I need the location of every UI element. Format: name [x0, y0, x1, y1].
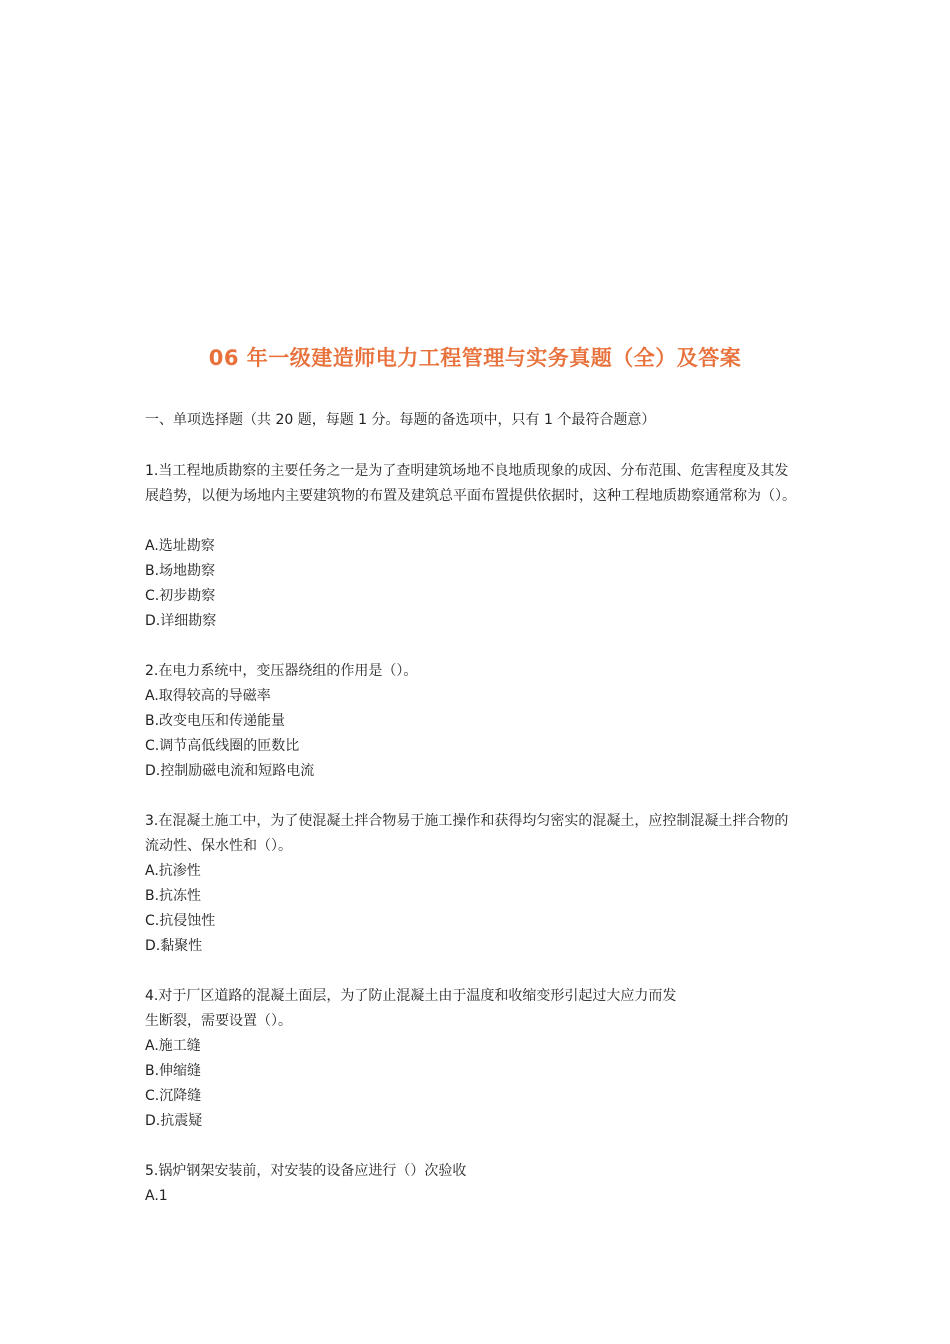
answer-option: A.选址勘察 — [145, 538, 215, 554]
answer-option: C.沉降缝 — [145, 1088, 202, 1104]
question-stem-line: 5.锅炉钢架安装前，对安装的设备应进行（）次验收 — [145, 1163, 467, 1179]
question-stem-line: 3.在混凝土施工中，为了使混凝土拌合物易于施工操作和获得均匀密实的混凝土，应控制混凝土拌合物的 — [145, 813, 789, 829]
answer-option: B.改变电压和传递能量 — [145, 713, 286, 729]
answer-option: A.施工缝 — [145, 1038, 201, 1054]
answer-option: C.初步勘察 — [145, 588, 216, 604]
answer-option: C.调节高低线圈的匝数比 — [145, 738, 300, 754]
question-2 — [145, 659, 835, 784]
answer-option: D.详细勘察 — [145, 613, 217, 629]
answer-option: D.控制励磁电流和短路电流 — [145, 763, 315, 779]
question-1 — [145, 459, 835, 634]
question-stem-line: 展趋势，以便为场地内主要建筑物的布置及建筑总平面布置提供依据时，这种工程地质勘察通常称为（）。 — [145, 488, 796, 504]
answer-option: A.取得较高的导磁率 — [145, 688, 271, 704]
answer-option: B.伸缩缝 — [145, 1063, 202, 1079]
answer-option: A.抗渗性 — [145, 863, 201, 879]
question-3 — [145, 809, 835, 959]
question-stem-line: 生断裂，需要设置（）。 — [145, 1013, 292, 1029]
question-stem-line: 流动性、保水性和（）。 — [145, 838, 292, 854]
question-stem-line: 1.当工程地质勘察的主要任务之一是为了查明建筑场地不良地质现象的成因、分布范围、危害程度及其发 — [145, 463, 789, 479]
question-stem-line: 4.对于厂区道路的混凝土面层，为了防止混凝土由于温度和收缩变形引起过大应力而发 — [145, 988, 677, 1004]
answer-option: B.场地勘察 — [145, 563, 216, 579]
document-title: 06 年一级建造师电力工程管理与实务真题（全）及答案 — [208, 346, 742, 370]
question-list — [145, 459, 835, 1234]
question-stem-line: 2.在电力系统中，变压器绕组的作用是（）。 — [145, 663, 418, 679]
answer-option: C.抗侵蚀性 — [145, 913, 216, 929]
section-heading: 一、单项选择题（共 20 题，每题 1 分。每题的备选项中，只有 1 个最符合题意） — [145, 412, 656, 428]
answer-option: B.抗冻性 — [145, 888, 202, 904]
answer-option: A.1 — [145, 1188, 168, 1204]
question-4 — [145, 984, 835, 1134]
question-5 — [145, 1159, 835, 1209]
answer-option: D.黏聚性 — [145, 938, 203, 954]
answer-option: D.抗震疑 — [145, 1113, 203, 1129]
